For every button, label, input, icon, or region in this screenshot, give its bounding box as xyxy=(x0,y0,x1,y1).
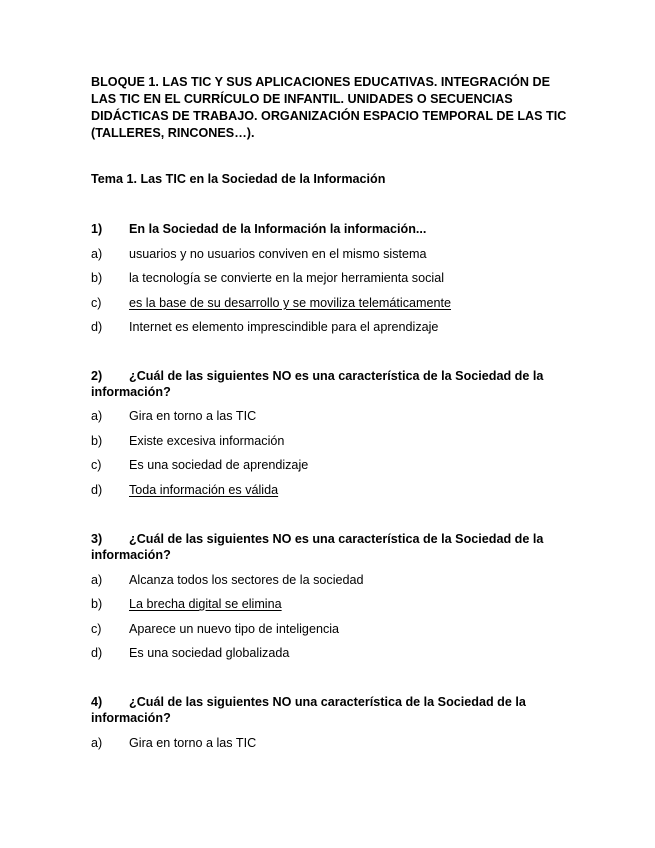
question-3-option-b xyxy=(91,596,282,612)
question-text: ¿Cuál de las siguientes NO es una característica de la Sociedad de la información? xyxy=(91,532,544,562)
question-3-option-a xyxy=(91,572,364,588)
question-3-option-c xyxy=(91,621,339,637)
option-text: Alcanza todos los sectores de la sociedad xyxy=(129,573,364,587)
option-letter: b) xyxy=(91,271,103,285)
question-number: 4) xyxy=(91,695,103,709)
correct-answer-text: es la base de su desarrollo y se moviliza telemáticamente xyxy=(129,296,451,310)
question-3-heading xyxy=(91,531,571,563)
option-text: Es una sociedad globalizada xyxy=(129,646,290,660)
question-1-option-c xyxy=(91,295,451,311)
question-number: 1) xyxy=(91,222,103,236)
question-text: ¿Cuál de las siguientes NO es una característica de la Sociedad de la información? xyxy=(91,369,544,399)
option-letter: c) xyxy=(91,458,102,472)
question-1-option-d xyxy=(91,319,438,335)
question-4-heading xyxy=(91,694,571,726)
option-letter: a) xyxy=(91,573,103,587)
question-number: 3) xyxy=(91,532,103,546)
question-2-option-c xyxy=(91,457,308,473)
option-text: Gira en torno a las TIC xyxy=(129,409,257,423)
question-2-heading xyxy=(91,368,571,400)
correct-answer-text: La brecha digital se elimina xyxy=(129,597,282,611)
option-letter: c) xyxy=(91,296,102,310)
option-text: Es una sociedad de aprendizaje xyxy=(129,458,309,472)
option-text: la tecnología se convierte en la mejor herramienta social xyxy=(129,271,445,285)
option-letter: a) xyxy=(91,409,103,423)
option-text: usuarios y no usuarios conviven en el mismo sistema xyxy=(129,247,427,261)
option-text: Internet es elemento imprescindible para el aprendizaje xyxy=(129,320,439,334)
question-2-option-b xyxy=(91,433,284,449)
option-letter: d) xyxy=(91,320,103,334)
option-letter: a) xyxy=(91,736,103,750)
question-text: ¿Cuál de las siguientes NO una característica de la Sociedad de la información? xyxy=(91,695,526,725)
question-3-option-d xyxy=(91,645,289,661)
correct-answer-text: Toda información es válida xyxy=(129,483,279,497)
option-text: Aparece un nuevo tipo de inteligencia xyxy=(129,622,340,636)
option-letter: d) xyxy=(91,483,103,497)
block-title: BLOQUE 1. LAS TIC Y SUS APLICACIONES EDUCATIVAS. INTEGRACIÓN DE LAS TIC EN EL CURRÍCULO DE INFANTIL. UNIDADES O SECUENCIAS DIDÁCTICAS DE TRABAJO. ORGANIZACIÓN ESPACIO TEMPORAL DE LAS TIC (TALLERES, RINCONES…). xyxy=(91,75,567,140)
option-letter: c) xyxy=(91,622,102,636)
question-text: En la Sociedad de la Información la información... xyxy=(129,222,427,236)
question-2-option-d xyxy=(91,482,278,498)
question-1-heading xyxy=(91,221,571,237)
theme-title: Tema 1. Las TIC en la Sociedad de la Información xyxy=(91,172,386,186)
question-number: 2) xyxy=(91,369,103,383)
option-text: Existe excesiva información xyxy=(129,434,285,448)
option-letter: b) xyxy=(91,434,103,448)
question-1-option-a xyxy=(91,246,426,262)
option-letter: d) xyxy=(91,646,103,660)
question-4-option-a xyxy=(91,735,256,751)
option-letter: b) xyxy=(91,597,103,611)
question-2-option-a xyxy=(91,408,256,424)
question-1-option-b xyxy=(91,270,444,286)
option-letter: a) xyxy=(91,247,103,261)
option-text: Gira en torno a las TIC xyxy=(129,736,257,750)
